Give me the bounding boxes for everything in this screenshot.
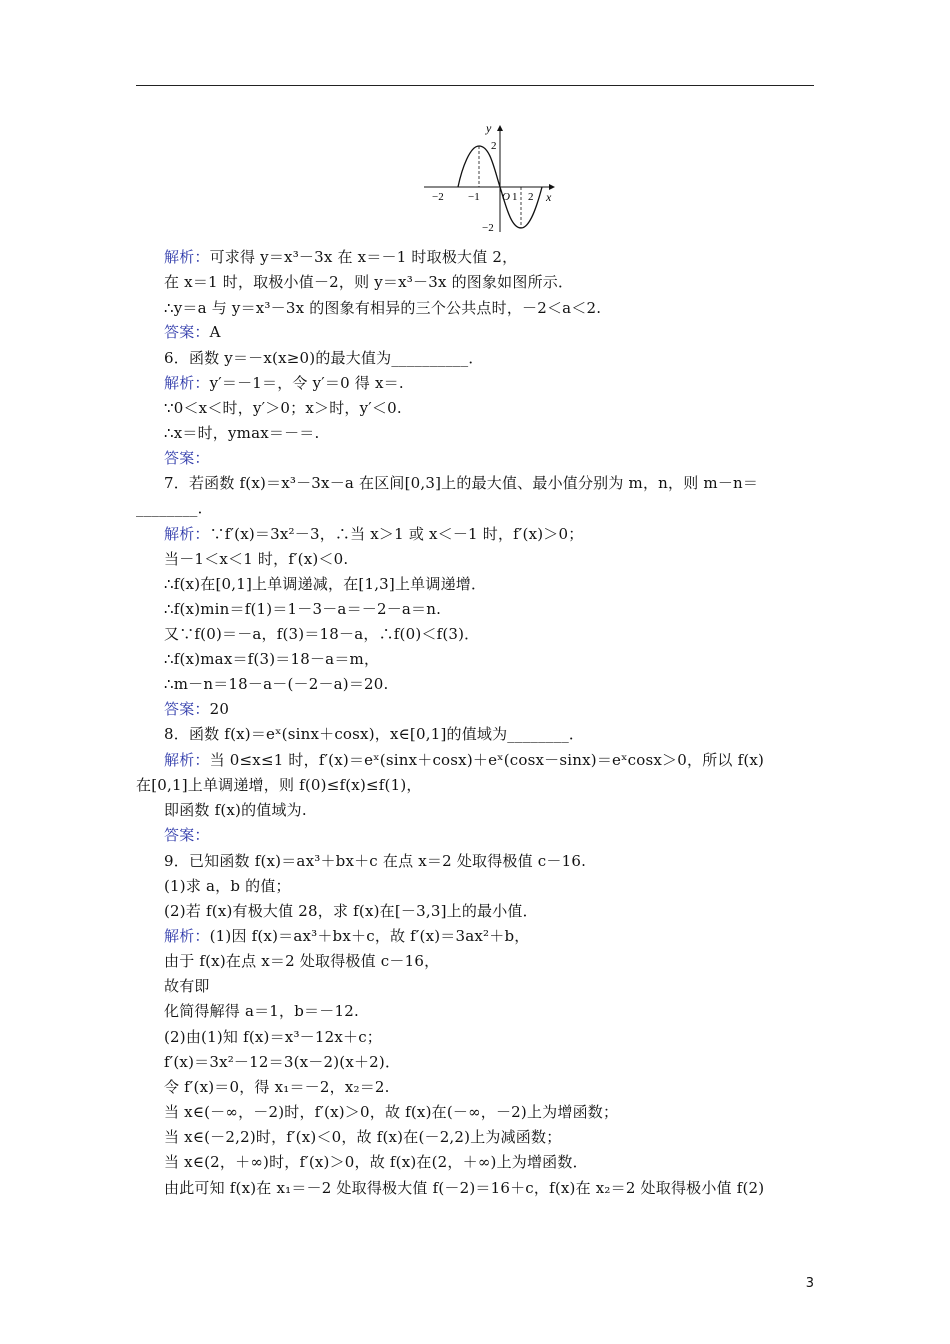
line-text: 由此可知 f(x)在 x₁＝－2 处取得极大值 f(－2)＝16＋c，f(x)在 x₂＝2 处取得极小值 f(2): [164, 1179, 765, 1197]
line-label: 答案：: [164, 449, 210, 467]
line-text: 令 f′(x)＝0，得 x₁＝－2，x₂＝2.: [164, 1078, 390, 1096]
line-text: 当－1＜x＜1 时，f′(x)＜0.: [164, 550, 349, 568]
text-line: [164, 951, 824, 971]
line-text: ∴y＝a 与 y＝x³－3x 的图象有相异的三个公共点时，－2＜a＜2.: [164, 299, 602, 317]
text-line: [164, 298, 824, 318]
line-text: 在 x＝1 时，取极小值－2，则 y＝x³－3x 的图象如图所示．: [164, 273, 574, 291]
text-line: [164, 1178, 824, 1198]
text-line: [164, 348, 824, 368]
text-line: [164, 398, 824, 418]
text-line: [164, 272, 824, 292]
line-text: 由于 f(x)在点 x＝2 处取得极值 c－16，: [164, 952, 440, 970]
text-line: [164, 649, 824, 669]
text-line: [164, 724, 824, 744]
line-text: 在[0,1]上单调递增，则 f(0)≤f(x)≤f(1)，: [136, 776, 422, 794]
text-line: [164, 549, 824, 569]
line-text: ∴m－n＝18－a－(－2－a)＝20.: [164, 675, 389, 693]
text-line: [164, 1027, 824, 1047]
text-line: [164, 448, 824, 468]
line-text: 即函数 f(x)的值域为.: [164, 801, 307, 819]
line-text: ∴x＝时，ymax＝－＝.: [164, 424, 320, 442]
text-line: [164, 322, 824, 342]
line-text: (1)求 a，b 的值；: [164, 877, 291, 895]
line-label: 解析：: [164, 374, 210, 392]
line-text: 化简得解得 a＝1，b＝－12.: [164, 1002, 359, 1020]
line-text: (1)因 f(x)＝ax³＋bx＋c，故 f′(x)＝3ax²＋b，: [209, 927, 530, 945]
line-text: 6．函数 y＝－x(x≥0)的最大值为__________．: [164, 349, 484, 367]
x-tick-2: 2: [528, 191, 534, 203]
line-text: ∴f(x)min＝f(1)＝1－3－a＝－2－a＝n.: [164, 600, 442, 618]
x-axis-label: x: [546, 190, 552, 204]
line-text: ________．: [136, 499, 213, 517]
text-line: [164, 825, 824, 845]
line-text: y′＝－1＝，令 y′＝0 得 x＝.: [209, 374, 404, 392]
line-text: (2)若 f(x)有极大值 28，求 f(x)在[－3,3]上的最小值．: [164, 902, 538, 920]
line-text: 9．已知函数 f(x)＝ax³＋bx＋c 在点 x＝2 处取得极值 c－16.: [164, 852, 587, 870]
line-text: ∴f(x)max＝f(3)＝18－a＝m，: [164, 650, 380, 668]
text-line: [164, 423, 824, 443]
text-line: [164, 624, 824, 644]
line-label: 答案：: [164, 826, 210, 844]
line-text: 当 x∈(－∞，－2)时，f′(x)＞0，故 f(x)在(－∞，－2)上为增函数；: [164, 1103, 619, 1121]
text-line: [164, 599, 824, 619]
text-line: [164, 247, 824, 267]
x-tick-neg1: −1: [468, 191, 480, 203]
text-line: [164, 1052, 824, 1072]
line-label: 答案：: [164, 323, 210, 341]
page-number: 3: [805, 1276, 814, 1291]
line-label: 解析：: [164, 525, 210, 543]
y-tick-2: 2: [491, 140, 497, 152]
line-text: 8．函数 f(x)＝eˣ(sinx＋cosx)，x∈[0,1]的值域为________．: [164, 725, 585, 743]
text-line: [164, 1001, 824, 1021]
line-label: 解析：: [164, 927, 210, 945]
x-tick-1: 1: [512, 191, 518, 203]
text-line: [164, 926, 824, 946]
text-line: [136, 775, 796, 795]
line-text: 当 x∈(－2,2)时，f′(x)＜0，故 f(x)在(－2,2)上为减函数；: [164, 1128, 562, 1146]
x-tick-neg2: −2: [432, 191, 444, 203]
line-text: 当 0≤x≤1 时，f′(x)＝eˣ(sinx＋cosx)＋eˣ(cosx－sinx)＝eˣcosx＞0，所以 f(x): [209, 751, 765, 769]
text-line: [164, 1152, 824, 1172]
line-text: f′(x)＝3x²－12＝3(x－2)(x＋2)．: [164, 1053, 401, 1071]
line-text: ∴f(x)在[0,1]上单调递减，在[1,3]上单调递增．: [164, 575, 487, 593]
text-line: [164, 674, 824, 694]
text-line: [164, 524, 824, 544]
line-label: 解析：: [164, 751, 210, 769]
text-line: [164, 750, 824, 770]
text-line: [164, 473, 824, 493]
text-line: [164, 800, 824, 820]
line-text: A: [209, 323, 221, 341]
text-line: [164, 876, 824, 896]
text-line: [164, 1127, 824, 1147]
text-line: [164, 1077, 824, 1097]
text-line: [164, 699, 824, 719]
line-text: 又∵f(0)＝－a，f(3)＝18－a，∴f(0)＜f(3)．: [164, 625, 480, 643]
line-text: 可求得 y＝x³－3x 在 x＝－1 时取极大值 2，: [209, 248, 518, 266]
line-text: ∵f′(x)＝3x²－3，∴当 x＞1 或 x＜－1 时，f′(x)＞0；: [209, 525, 584, 543]
text-line: [136, 498, 796, 518]
y-tick-neg2: −2: [482, 222, 494, 234]
text-line: [164, 574, 824, 594]
line-text: 20: [209, 700, 230, 718]
text-line: [164, 1102, 824, 1122]
line-text: 故有即: [164, 977, 210, 995]
line-text: 当 x∈(2，＋∞)时，f′(x)＞0，故 f(x)在(2，＋∞)上为增函数．: [164, 1153, 588, 1171]
line-text: ∵0＜x＜时，y′＞0；x＞时，y′＜0.: [164, 399, 402, 417]
text-line: [164, 373, 824, 393]
text-line: [164, 851, 824, 871]
line-text: 7．若函数 f(x)＝x³－3x－a 在区间[0,3]上的最大值、最小值分别为 m，n，则 m－n＝: [164, 474, 759, 492]
line-label: 解析：: [164, 248, 210, 266]
line-text: (2)由(1)知 f(x)＝x³－12x＋c；: [164, 1028, 382, 1046]
header-rule: [136, 85, 814, 86]
cubic-function-graph: [420, 120, 560, 238]
text-line: [164, 976, 824, 996]
line-label: 答案：: [164, 700, 210, 718]
y-axis-label: y: [486, 121, 492, 135]
text-line: [164, 901, 824, 921]
origin-label: O: [502, 191, 510, 203]
